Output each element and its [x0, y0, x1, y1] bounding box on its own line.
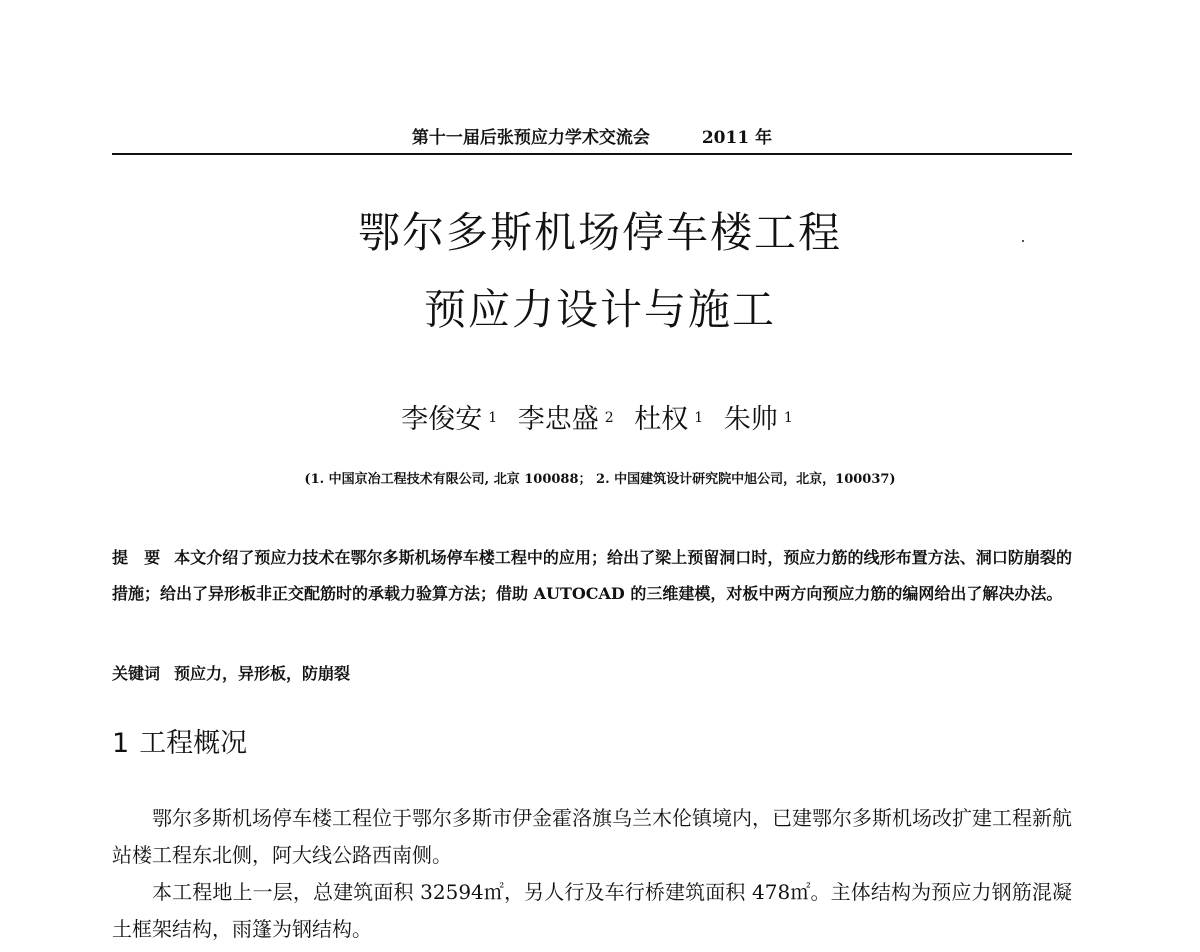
author-name: 朱帅: [723, 404, 778, 435]
title-line-1: 鄂尔多斯机场停车楼工程: [357, 208, 842, 257]
title-line-2: 预应力设计与施工: [423, 285, 776, 334]
author: [518, 404, 620, 435]
authors: [0, 400, 1200, 440]
affiliation-mark: 1: [783, 410, 793, 426]
keywords-label: 关键词: [112, 664, 161, 683]
author-name: 杜权: [634, 404, 689, 435]
author: [724, 404, 799, 435]
affiliation-mark: 2: [604, 410, 614, 426]
keywords: [112, 656, 350, 692]
header-rule: [112, 153, 1072, 155]
paragraph: 本工程地上一层，总建筑面积 32594㎡，另人行及车行桥建筑面积 478㎡。主体结构为预应力钢筋混凝土框架结构，雨篷为钢结构。: [112, 880, 1072, 941]
section-number: 1: [112, 728, 130, 759]
author-name: 李忠盛: [517, 404, 599, 435]
keywords-text: 预应力，异形板，防崩裂: [174, 664, 351, 683]
section-title: 工程概况: [139, 728, 248, 759]
author-name: 李俊安: [401, 404, 483, 435]
running-header: [112, 123, 1072, 153]
abstract: [112, 540, 1072, 612]
section-heading: [112, 724, 247, 764]
conference-name: 第十一届后张预应力学术交流会: [411, 128, 650, 148]
author: [401, 404, 503, 435]
abstract-text: 本文介绍了预应力技术在鄂尔多斯机场停车楼工程中的应用；给出了梁上预留洞口时，预应力筋的线形布置方法、洞口防崩裂的措施；给出了异形板非正交配筋时的承载力验算方法；借助 AUTOCAD 的三维建模，对板中两方向预应力筋的编网给出了解决办法。: [112, 548, 1072, 603]
affiliation-mark: 1: [694, 410, 704, 426]
paragraph: 鄂尔多斯机场停车楼工程位于鄂尔多斯市伊金霍洛旗乌兰木伦镇境内，已建鄂尔多斯机场改扩建工程新航站楼工程东北侧，阿大线公路西南侧。: [112, 806, 1072, 867]
affiliations: (1. 中国京冶工程技术有限公司, 北京 100088； 2. 中国建筑设计研究院中旭公司，北京，100037): [304, 472, 896, 487]
conference-year: 2011 年: [701, 128, 773, 148]
abstract-label: 提 要: [112, 548, 161, 567]
body-text: [112, 800, 1072, 948]
affiliation-mark: 1: [488, 410, 498, 426]
author: [634, 404, 709, 435]
